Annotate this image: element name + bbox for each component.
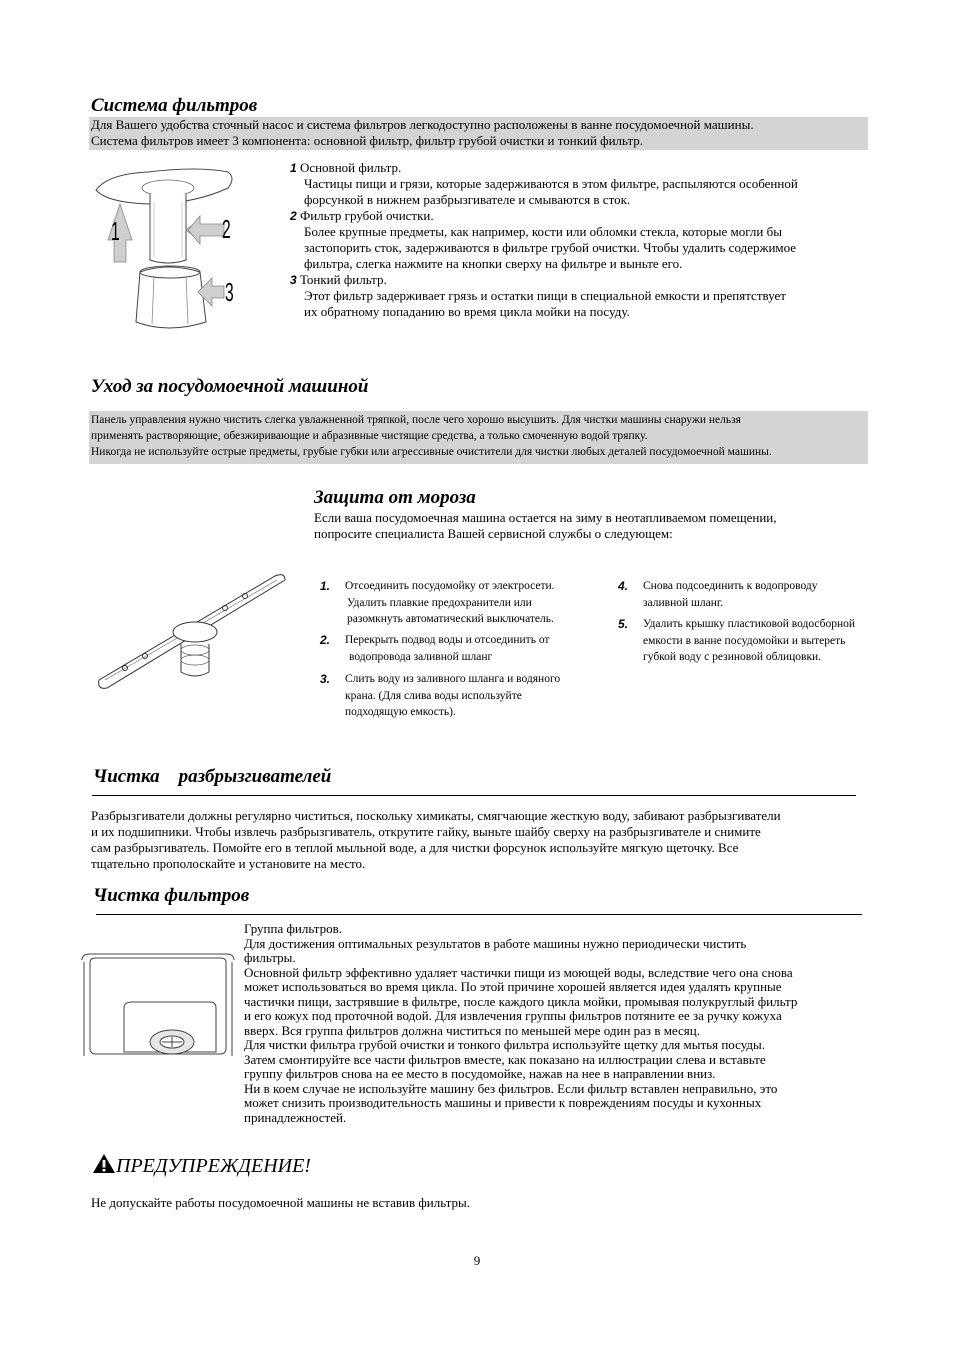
filter-item-desc: застопорить сток, задерживаются в фильтре грубой очистки. Чтобы удалить содержимое (304, 240, 797, 255)
frost-step-line: крана. (Для слива воды используйте (345, 689, 522, 702)
figure-label-3: 3 (225, 277, 234, 307)
frost-intro-line: попросите специалиста Вашей сервисной службы о следующем: (314, 526, 673, 541)
filter-cleaning-line: Группа фильтров. (244, 921, 342, 936)
filters-intro-line: Для Вашего удобства сточный насос и система фильтров легкодоступно расположены в ванне посудомоечной машины. (91, 117, 754, 132)
section-title-filter-cleaning: Чистка фильтров (93, 885, 250, 906)
section-divider (96, 914, 862, 915)
filter-item-label: Основной фильтр. (299, 160, 402, 175)
filter-item (290, 160, 798, 176)
frost-step (320, 632, 549, 665)
filter-item-label: Тонкий фильтр. (299, 272, 387, 287)
filters-list (290, 160, 798, 320)
frost-step-number: 2. (320, 633, 331, 647)
frost-step (618, 616, 855, 666)
frost-step-line: подходящую емкость). (345, 706, 456, 718)
frost-step-line: водопровода заливной шланг (349, 650, 493, 663)
filter-item (290, 208, 798, 224)
frost-step-line: заливной шланг. (643, 596, 724, 609)
filter-cleaning-line: принадлежностей. (244, 1109, 347, 1125)
section-title-filters: Система фильтров (91, 95, 258, 116)
frost-step-line: разомкнуть автоматический выключатель. (347, 613, 554, 625)
filter-item-desc: форсункой в нижнем разбрызгивателе и смываются в сток. (304, 192, 631, 207)
frost-step-line: Удалить плавкие предохранители или (347, 596, 532, 609)
frost-step-line: Отсоединить посудомойку от электросети. (345, 580, 555, 592)
filter-item (290, 272, 798, 288)
frost-step-number: 5. (618, 617, 629, 631)
section-title-care: Уход за посудомоечной машиной (91, 376, 369, 397)
filter-cleaning-line: частички пищи, застрявшие в фильтре, после каждого цикла мойки, промывая полукруглый фильтр (244, 993, 798, 1009)
frost-step-number: 4. (618, 579, 629, 593)
frost-intro (314, 510, 777, 542)
frost-step-line: губкой воду с резиновой облицовки. (643, 651, 822, 663)
filter-cleaning-line: и его кожух под проточной водой. Для извлечения группы фильтров потяните ее за ручку кожуха (244, 1008, 782, 1023)
sprayers-line: Разбрызгиватели должны регулярно чиститься, поскольку химикаты, смягчающие жесткую воду, забивают разбрызгиватели (91, 808, 781, 823)
spray-arm-illustration (95, 568, 290, 693)
filter-cleaning-line: Для достижения оптимальных результатов в работе машины нужно периодически чистить (244, 935, 747, 951)
warning-title: ПРЕДУПРЕЖДЕНИЕ! (116, 1155, 311, 1177)
filter-cleaning-line: Ни в коем случае не используйте машину без фильтров. Если фильтр вставлен неправильно, это (244, 1080, 778, 1096)
figure-label-1: 1 (111, 216, 120, 246)
filter-item-desc: Более крупные предметы, как например, кости или обломки стекла, которые могли бы (304, 224, 782, 239)
warning-text: Не допускайте работы посудомоечной машины не вставив фильтры. (91, 1195, 470, 1210)
filter-cleaning-line: может снизить производительность машины и привести к повреждениям посуды и кухонных (244, 1095, 762, 1110)
frost-step-line: Снова подсоединить к водопроводу (643, 580, 818, 592)
filter-cleaning-line: Основной фильтр эффективно удаляет частички пищи из моющей воды, вследствие чего она снова (244, 964, 793, 980)
filter-cleaning-line: вверх. Вся группа фильтров должна чиститься по меньшей мере один раз в месяц. (244, 1022, 700, 1038)
care-text (89, 411, 868, 464)
filter-cleaning-line: фильтры. (244, 950, 296, 965)
filter-cleaning-line: группу фильтров снова на ее место в посудомойке, нажав на нее в направлении вниз. (244, 1066, 716, 1081)
filter-item-desc: Этот фильтр задерживает грязь и остатки пищи в специальной емкости и препятствует (304, 288, 786, 303)
filter-cleaning-line: может использоваться во время цикла. По этой причине хорошей является идея удалять крупные (244, 979, 782, 994)
filters-intro (89, 117, 868, 150)
frost-step-number: 3. (320, 672, 331, 686)
care-line: Панель управления нужно чистить слегка увлажненной тряпкой, после чего хорошо высушить. Для чистки машины снаружи нельзя (91, 414, 741, 426)
section-divider (92, 795, 856, 796)
care-line: Никогда не используйте острые предметы, грубые губки или агрессивные очистители для чистки любых деталей посудомоечной машины. (91, 446, 772, 458)
figure-label-2: 2 (222, 214, 231, 244)
frost-step-line: емкости в ванне посудомойки и вытереть (643, 634, 846, 647)
filter-item-number: 2 (290, 209, 297, 223)
sprayers-line: тщательно прополоскайте и установите на место. (91, 856, 366, 871)
sprayers-line: сам разбрызгиватель. Помойте его в теплой мыльной воде, а для чистки форсунок используйте мягкую щеточку. Все (91, 840, 739, 855)
filter-item-desc: их обратному попаданию во время цикла мойки на посуду. (304, 304, 630, 319)
frost-step-line: Удалить крышку пластиковой водосборной (643, 618, 856, 630)
frost-intro-line: Если ваша посудомоечная машина остается на зиму в неотапливаемом помещении, (314, 510, 777, 525)
warning-icon (92, 1153, 116, 1174)
section-title-frost: Защита от мороза (314, 487, 476, 508)
frost-step (320, 578, 555, 628)
frost-step (618, 578, 818, 611)
filter-item-desc: Частицы пищи и грязи, которые задерживаются в этом фильтре, распыляются особенной (304, 176, 798, 191)
page-number: 9 (473, 1253, 481, 1268)
filter-assembly-illustration (88, 162, 248, 337)
filter-item-label: Фильтр грубой очистки. (299, 208, 434, 223)
filter-group-illustration (80, 952, 236, 1062)
frost-step-line: Слить воду из заливного шланга и водяного (345, 673, 561, 685)
filters-intro-line: Система фильтров имеет 3 компонента: основной фильтр, фильтр грубой очистки и тонкий фильтр. (91, 133, 644, 148)
section-title-sprayers: Чистка разбрызгивателей (93, 766, 332, 787)
filter-item-desc: фильтра, слегка нажмите на кнопки сверху на фильтре и выньте его. (304, 256, 683, 271)
sprayers-text (91, 808, 781, 872)
filter-item-number: 3 (290, 273, 297, 287)
care-line: применять растворяющие, обезжиривающие и абразивные чистящие средства, а только смоченную водой тряпку. (91, 430, 648, 442)
frost-step (320, 671, 560, 721)
filter-item-number: 1 (290, 161, 297, 175)
filter-cleaning-text (244, 922, 797, 1125)
frost-step-number: 1. (320, 579, 331, 593)
filter-cleaning-line: Затем смонтируйте все части фильтров вместе, как показано на иллюстрации слева и вставьте (244, 1051, 766, 1067)
sprayers-line: и их подшипники. Чтобы извлечь разбрызгиватель, открутите гайку, выньте шайбу сверху на разбрызгивателе и снимите (91, 824, 761, 839)
filter-cleaning-line: Для чистки фильтра грубой очистки и тонкого фильтра используйте щетку для мытья посуды. (244, 1037, 765, 1052)
frost-step-line: Перекрыть подвод воды и отсоединить от (345, 634, 550, 646)
